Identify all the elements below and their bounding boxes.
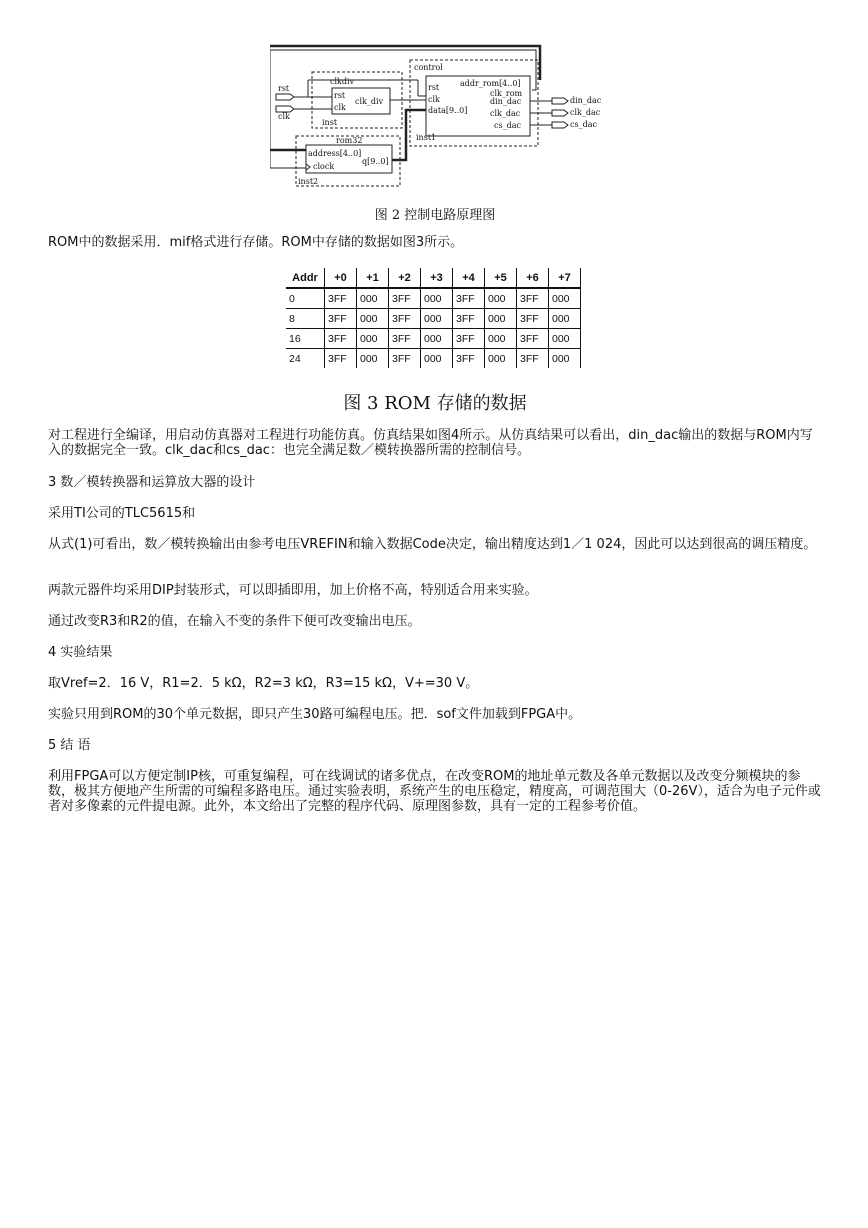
paragraph-tlc5615: 采用TI公司的TLC5615和 — [48, 506, 196, 521]
rom-header-offset: +3 — [421, 268, 453, 288]
control-inst: inst1 — [416, 133, 437, 142]
rom-cell-value: 3FF — [453, 349, 485, 369]
rom-cell-value: 000 — [549, 349, 581, 369]
figure3-caption: 图 3 ROM 存储的数据 — [343, 393, 527, 414]
out-cs-dac-label: cs_dac — [570, 120, 597, 129]
rom-cell-value: 000 — [357, 309, 389, 329]
rom-table-body — [286, 288, 581, 368]
figure2-caption: 图 2 控制电路原理图 — [374, 208, 496, 223]
rom-cell-value: 000 — [421, 349, 453, 369]
rom-cell-value: 3FF — [325, 329, 357, 349]
control-clk-dac-pin: clk_dac — [490, 109, 521, 118]
clkdiv-rst-pin: rst — [334, 91, 346, 100]
paragraph-r3r2: 通过改变R3和R2的值，在输入不变的条件下便可改变输出电压。 — [48, 614, 421, 629]
rom-cell-value: 000 — [485, 349, 517, 369]
rom-cell-value: 000 — [357, 329, 389, 349]
rom-header-offset: +7 — [549, 268, 581, 288]
rom-table-row — [286, 309, 581, 329]
rom-cell-value: 000 — [485, 329, 517, 349]
rom-cell-value: 3FF — [389, 349, 421, 369]
paragraph-simulation: 对工程进行全编译，用启动仿真器对工程进行功能仿真。仿真结果如图4所示。从仿真结果可以看出，din_dac输出的数据与ROM内写入的数据完全一致。clk_dac和cs_dac：也完全满足数／模转换器所需的控制信号。 — [48, 428, 813, 458]
rom-cell-value: 000 — [357, 288, 389, 309]
rom-cell-value: 3FF — [517, 309, 549, 329]
rom-cell-value: 000 — [549, 288, 581, 309]
rom-table-row — [286, 329, 581, 349]
rom-cell-value: 3FF — [325, 309, 357, 329]
rom-row-address: 24 — [286, 349, 325, 369]
rom-inst: inst2 — [298, 177, 319, 186]
paragraph-dip: 两款元器件均采用DIP封装形式，可以即插即用，加上价格不高，特别适合用来实验。 — [48, 583, 538, 598]
rom-cell-value: 3FF — [453, 329, 485, 349]
rom-header-offset: +1 — [357, 268, 389, 288]
clkdiv-clk-pin: clk — [334, 103, 346, 112]
rom-cell-value: 000 — [421, 329, 453, 349]
clk-input-label: clk — [278, 112, 290, 121]
rom-header-offset: +0 — [325, 268, 357, 288]
rom-cell-value: 3FF — [517, 329, 549, 349]
rom-cell-value: 3FF — [389, 309, 421, 329]
section4-heading: 4 实验结果 — [48, 645, 113, 660]
section3-heading: 3 数／模转换器和运算放大器的设计 — [48, 475, 256, 490]
rom-cell-value: 000 — [421, 309, 453, 329]
rom-cell-value: 000 — [485, 288, 517, 309]
rom-cell-value: 3FF — [389, 288, 421, 309]
rom-table-header-row — [286, 268, 581, 288]
rom-row-address: 16 — [286, 329, 325, 349]
control-cs-dac-pin: cs_dac — [494, 121, 521, 130]
rom-cell-value: 3FF — [517, 288, 549, 309]
control-clk-pin: clk — [428, 95, 440, 104]
rom-cell-value: 3FF — [517, 349, 549, 369]
clkdiv-inst: inst — [322, 118, 338, 127]
clkdiv-title: clkdiv — [330, 77, 355, 86]
rom-header-offset: +4 — [453, 268, 485, 288]
rom-cell-value: 3FF — [389, 329, 421, 349]
rom-cell-value: 000 — [421, 288, 453, 309]
rom-cell-value: 3FF — [453, 288, 485, 309]
rom-clock-pin: clock — [313, 162, 335, 171]
rom-table-row — [286, 288, 581, 309]
rom-q-pin: q[9..0] — [362, 157, 389, 166]
control-addr-rom-pin: addr_rom[4..0] — [460, 79, 521, 88]
rom-cell-value: 000 — [549, 309, 581, 329]
paragraph-rom-format: ROM中的数据采用．mif格式进行存储。ROM中存储的数据如图3所示。 — [48, 235, 464, 250]
rst-input-label: rst — [278, 84, 290, 93]
rom-data-table — [286, 268, 581, 368]
rom-header-offset: +5 — [485, 268, 517, 288]
control-din-dac-pin: din_dac — [490, 97, 522, 106]
rom-cell-value: 000 — [549, 329, 581, 349]
rom-header-offset: +6 — [517, 268, 549, 288]
rom-cell-value: 3FF — [325, 288, 357, 309]
control-rst-pin: rst — [428, 83, 440, 92]
control-data-pin: data[9..0] — [428, 106, 468, 115]
rom-cell-value: 3FF — [453, 309, 485, 329]
control-title: control — [414, 63, 443, 72]
rom-title: rom32 — [336, 136, 363, 145]
rom-cell-value: 000 — [357, 349, 389, 369]
rom-row-address: 0 — [286, 288, 325, 309]
rom-cell-value: 000 — [485, 309, 517, 329]
rom-header-addr: Addr — [286, 268, 325, 288]
clkdiv-out-pin: clk_div — [355, 97, 384, 106]
control-circuit-diagram — [270, 40, 610, 192]
rom-table-row — [286, 349, 581, 369]
rom-address-pin: address[4..0] — [308, 149, 362, 158]
section5-heading: 5 结 语 — [48, 738, 91, 753]
out-clk-dac-label: clk_dac — [570, 108, 601, 117]
rom-header-offset: +2 — [389, 268, 421, 288]
paragraph-params: 取Vref=2．16 V，R1=2．5 kΩ，R2=3 kΩ，R3=15 kΩ，V+=30 V。 — [48, 676, 479, 691]
paragraph-conclusion: 利用FPGA可以方便定制IP核，可重复编程，可在线调试的诸多优点，在改变ROM的地址单元数及各单元数据以及改变分频模块的参数，极其方便地产生所需的可编程多路电压。通过实验表明，系统产生的电压稳定，精度高，可调范围大（0-26V），适合为电子元件或者对多像素的元件提电源。此外，本文给出了完整的程序代码、原理图参数，具有一定的工程参考价值。 — [48, 769, 821, 814]
out-din-dac-label: din_dac — [570, 96, 602, 105]
paragraph-rom30: 实验只用到ROM的30个单元数据，即只产生30路可编程电压。把．sof文件加载到FPGA中。 — [48, 707, 582, 722]
control-clk-rom-pin: clk_rom — [490, 89, 523, 98]
paragraph-formula: 从式(1)可看出，数／模转换输出由参考电压VREFIN和输入数据Code决定，输出精度达到1／1 024，因此可以达到很高的调压精度。 — [48, 537, 817, 552]
rom-cell-value: 3FF — [325, 349, 357, 369]
rom-row-address: 8 — [286, 309, 325, 329]
